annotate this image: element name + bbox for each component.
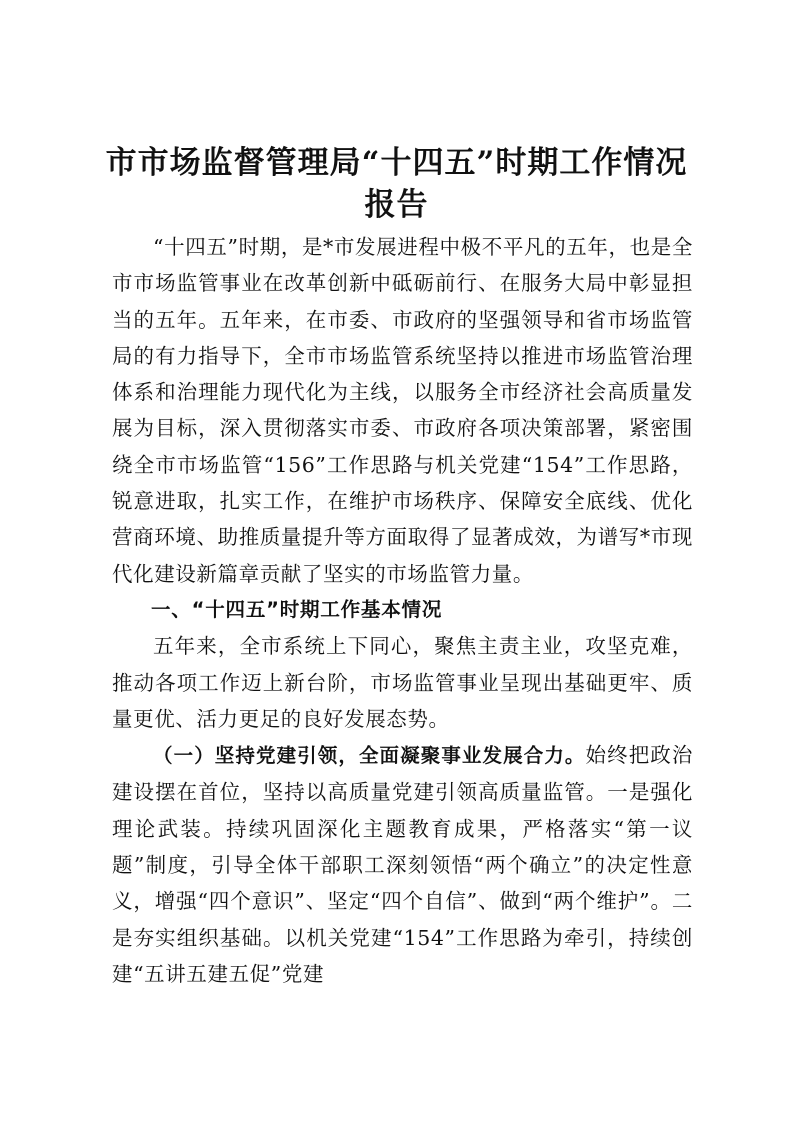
item-body-text: 始终把政治建设摆在首位，坚持以高质量党建引领高质量监管。一是强化理论武装。持续巩固深化主题教育成果，严格落实“第一议题”制度，引导全体干部职工深刻领悟“两个确立”的决定性意义，增强“四个意识”、坚定“四个自信”、做到“两个维护”。二是夯实组织基础。以机关党建“154”工作思路为牵引，持续创建“五讲五建五促”党建 — [112, 743, 693, 986]
item-lead-heading: （一）坚持党建引领，全面凝聚事业发展合力。 — [153, 744, 586, 768]
document-body — [112, 229, 693, 992]
item-paragraph — [112, 737, 693, 992]
section-intro-paragraph: 五年来，全市系统上下同心，聚焦主责主业，攻坚克难，推动各项工作迈上新台阶，市场监管事业呈现出基础更牢、质量更优、活力更足的良好发展态势。 — [112, 634, 693, 731]
section-heading: 一、“十四五”时期工作基本情况 — [151, 597, 443, 621]
intro-paragraph: “十四五”时期，是*市发展进程中极不平凡的五年，也是全市市场监管事业在改革创新中砥砺前行、在服务大局中彰显担当的五年。五年来，在市委、市政府的坚强领导和省市场监管局的有力指导下，全市市场监管系统坚持以推进市场监管治理体系和治理能力现代化为主线，以服务全市经济社会高质量发展为目标，深入贯彻落实市委、市政府各项决策部署，紧密围绕全市市场监管“156”工作思路与机关党建“154”工作思路，锐意进取，扎实工作，在维护市场秩序、保障安全底线、优化营商环境、助推质量提升等方面取得了显著成效，为谱写*市现代化建设新篇章贡献了坚实的市场监管力量。 — [112, 235, 693, 586]
document-title: 市市场监督管理局“十四五”时期工作情况报告 — [105, 145, 688, 223]
